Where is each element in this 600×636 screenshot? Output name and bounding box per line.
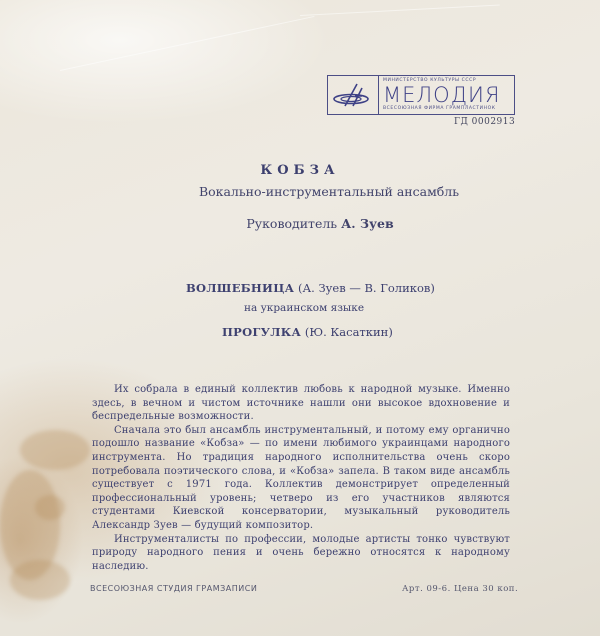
track-2	[222, 325, 393, 339]
liner-notes	[92, 383, 510, 573]
artist-name: КОБЗА	[260, 163, 340, 178]
liner-paragraph: Сначала это был ансамбль инструментальный, и потому ему органично подошло название «Кобза» — по имени любимого украинцами народного инструмента. Но традиция народного исполнительства очень скоро потребовала поэтического слова, и «Кобза» запела. В таком виде ансамбль существует с 1971 года. Коллектив демонстрирует определенный профессиональный уровень; четверо из его участников являются студентами Киевской консерватории, музыкальный руководитель Александр Зуев — будущий композитор.	[92, 424, 510, 531]
track-1	[186, 281, 435, 295]
leader-prefix: Руководитель	[246, 216, 338, 231]
track-title: ВОЛШЕБНИЦА	[186, 281, 295, 295]
ensemble-subtitle: Вокально-инструментальный ансамбль	[198, 184, 460, 199]
crease	[60, 16, 315, 71]
catalog-number: ГД 0002913	[454, 117, 516, 127]
crease	[300, 5, 500, 16]
stain	[20, 430, 90, 470]
track-title: ПРОГУЛКА	[222, 325, 302, 339]
liner-paragraph: Инструменталисты по профессии, молодые артисты тонко чувствуют природу народного пения и очень бережно относятся к народному наследию.	[92, 533, 510, 572]
leader-name: А. Зуев	[341, 216, 394, 231]
ministry-text: МИНИСТЕРСТВО КУЛЬТУРЫ СССР	[383, 78, 477, 83]
price-info: Арт. 09-6. Цена 30 коп.	[402, 584, 519, 594]
track-credits: (А. Зуев — В. Голиков)	[297, 281, 435, 295]
stain	[35, 495, 65, 520]
brand-name: МЕЛОДИЯ	[383, 83, 501, 107]
company-text: ВСЕСОЮЗНАЯ ФИРМА ГРАМПЛАСТИНОК	[383, 106, 496, 111]
track-credits: (Ю. Касаткин)	[304, 325, 393, 339]
stain	[10, 560, 70, 600]
melodiya-logo	[327, 75, 515, 115]
track-note: на украинском языке	[244, 302, 365, 314]
melodiya-logo-icon	[328, 76, 379, 114]
liner-paragraph: Их собрала в единый коллектив любовь к народной музыке. Именно здесь, в вечном и чистом источнике нашли они высокое вдохновение и беспредельные возможности.	[92, 384, 510, 423]
studio-name: ВСЕСОЮЗНАЯ СТУДИЯ ГРАМЗАПИСИ	[90, 584, 258, 593]
leader-line	[220, 216, 420, 231]
